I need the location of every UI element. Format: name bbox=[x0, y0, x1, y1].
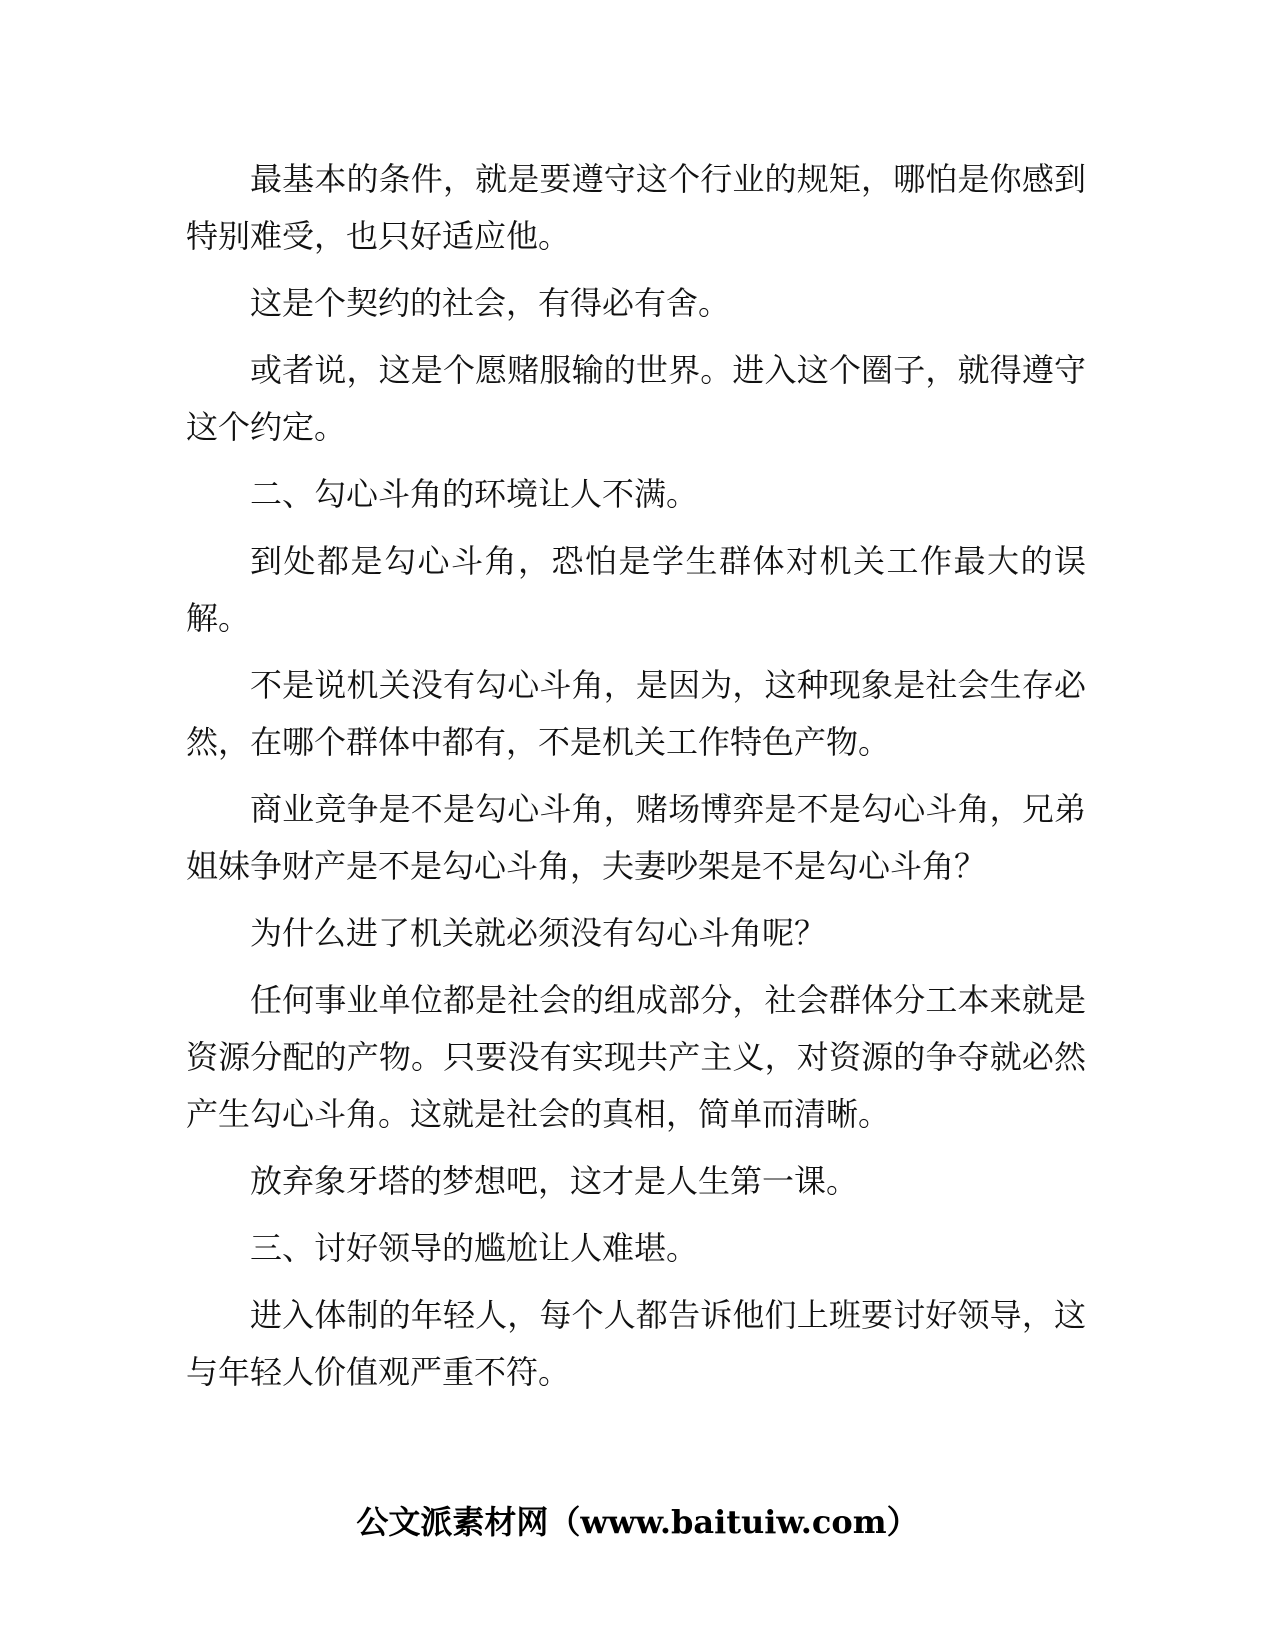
paragraph-3: 或者说，这是个愿赌服输的世界。进入这个圈子，就得遵守这个约定。 bbox=[186, 351, 1086, 446]
paragraph-6: 不是说机关没有勾心斗角，是因为，这种现象是社会生存必然，在哪个群体中都有，不是机关工作特色产物。 bbox=[186, 666, 1086, 761]
paragraph-12: 进入体制的年轻人，每个人都告诉他们上班要讨好领导，这与年轻人价值观严重不符。 bbox=[186, 1296, 1086, 1391]
paragraph-5: 到处都是勾心斗角，恐怕是学生群体对机关工作最大的误解。 bbox=[186, 542, 1086, 637]
footer-source: 公文派素材网（www.baituiw.com） bbox=[356, 1503, 919, 1541]
paragraph-1: 最基本的条件，就是要遵守这个行业的规矩，哪怕是你感到特别难受，也只好适应他。 bbox=[186, 160, 1086, 255]
paragraph-2: 这是个契约的社会，有得必有舍。 bbox=[250, 284, 731, 322]
paragraph-9: 任何事业单位都是社会的组成部分，社会群体分工本来就是资源分配的产物。只要没有实现共产主义，对资源的争夺就必然产生勾心斗角。这就是社会的真相，简单而清晰。 bbox=[186, 981, 1086, 1133]
paragraph-8: 为什么进了机关就必须没有勾心斗角呢？ bbox=[250, 914, 827, 952]
section-heading-3: 三、讨好领导的尴尬让人难堪。 bbox=[250, 1229, 699, 1267]
paragraph-10: 放弃象牙塔的梦想吧，这才是人生第一课。 bbox=[250, 1162, 859, 1200]
section-heading-2: 二、勾心斗角的环境让人不满。 bbox=[250, 475, 699, 513]
document-body bbox=[186, 151, 1086, 1411]
paragraph-7: 商业竞争是不是勾心斗角，赌场博弈是不是勾心斗角，兄弟姐妹争财产是不是勾心斗角，夫妻吵架是不是勾心斗角？ bbox=[186, 790, 1086, 885]
